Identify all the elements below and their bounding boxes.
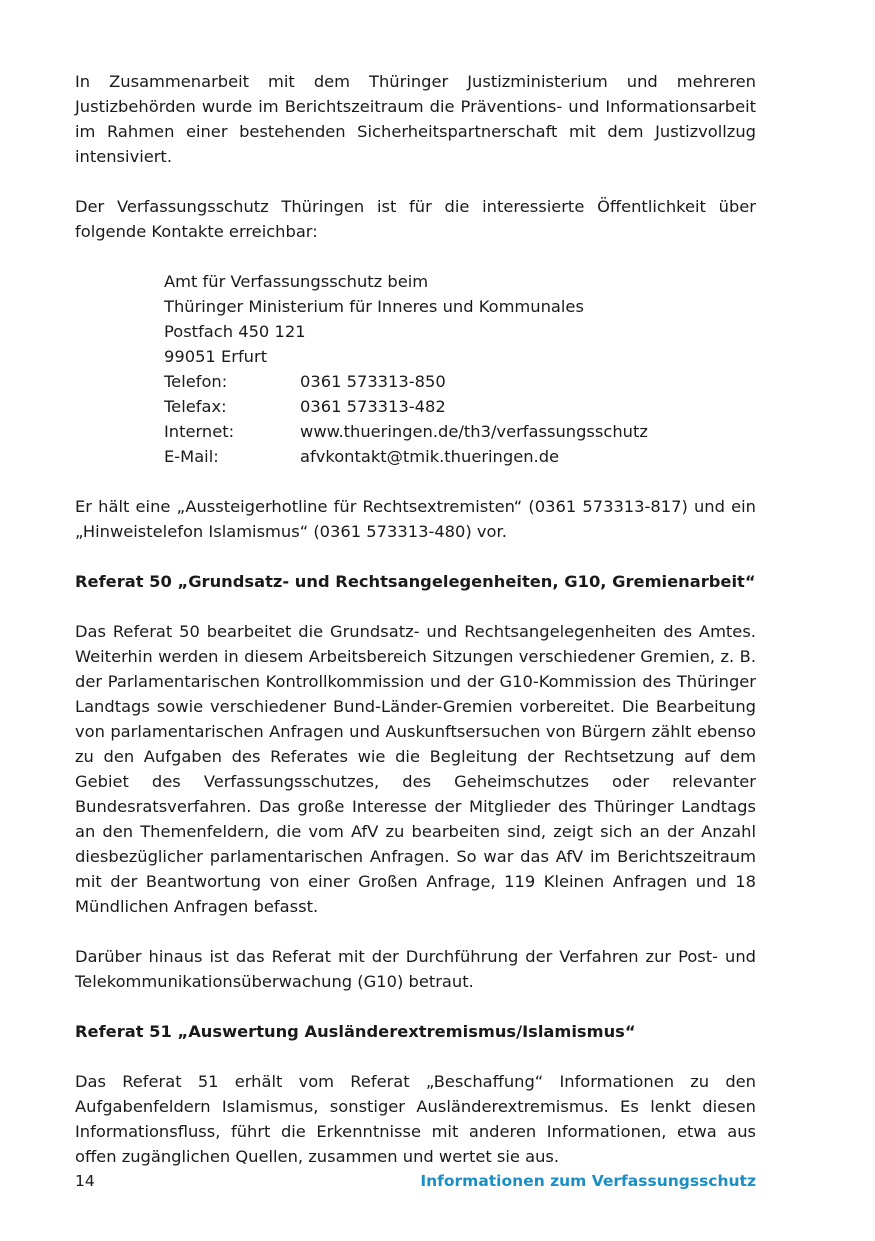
running-title: Informationen zum Verfassungsschutz [420, 1172, 756, 1190]
contact-label-telefon: Telefon: [164, 372, 228, 391]
paragraph-justice-cooperation: In Zusammenarbeit mit dem Thüringer Justizministerium und mehreren Justizbehörden wurde im Berichtszeitraum die Präventions- und Informationsarbeit im Rahmen einer bestehenden Sicherheitspartnerschaft mit dem Justizvollzug intensiviert. [75, 72, 756, 166]
contact-row-telefax [164, 394, 756, 419]
heading-referat-51: Referat 51 „Auswertung Ausländerextremismus/Islamismus“ [75, 1022, 636, 1041]
contact-value-telefon: 0361 573313-850 [300, 372, 446, 391]
contact-value-email: afvkontakt@tmik.thueringen.de [300, 447, 560, 466]
contact-label-email: E-Mail: [164, 447, 219, 466]
contact-value-telefax: 0361 573313-482 [300, 397, 446, 416]
contact-label-telefax: Telefax: [164, 397, 227, 416]
address-line-ministry: Thüringer Ministerium für Inneres und Kommunales [164, 297, 584, 316]
contact-row-internet [164, 419, 756, 444]
paragraph-referat-51-tasks: Das Referat 51 erhält vom Referat „Beschaffung“ Informationen zu den Aufgabenfeldern Islamismus, sonstiger Ausländerextremismus. Es lenkt diesen Informationsfluss, führt die Erkenntnisse mit anderen Informationen, etwa aus offen zugänglichen Quellen, zusammen und wertet sie aus. [75, 1072, 756, 1166]
heading-referat-50: Referat 50 „Grundsatz- und Rechtsangelegenheiten, G10, Gremienarbeit“ [75, 572, 756, 591]
page-footer [75, 1169, 756, 1194]
address-line-postbox: Postfach 450 121 [164, 322, 306, 341]
contact-row-email [164, 444, 756, 469]
paragraph-g10-surveillance: Darüber hinaus ist das Referat mit der Durchführung der Verfahren zur Post- und Telekommunikationsüberwachung (G10) betraut. [75, 947, 756, 991]
contact-row-telefon [164, 369, 756, 394]
paragraph-hotlines: Er hält eine „Aussteigerhotline für Rechtsextremisten“ (0361 573313-817) und ein „Hinweistelefon Islamismus“ (0361 573313-480) vor. [75, 497, 756, 541]
contact-address-block [164, 269, 756, 469]
contact-value-internet: www.thueringen.de/th3/verfassungsschutz [300, 422, 648, 441]
page-number: 14 [75, 1172, 95, 1190]
contact-label-internet: Internet: [164, 422, 235, 441]
document-body [75, 69, 756, 1169]
address-line-office: Amt für Verfassungsschutz beim [164, 272, 429, 291]
paragraph-referat-50-tasks: Das Referat 50 bearbeitet die Grundsatz- und Rechtsangelegenheiten des Amtes. Weiterhin werden in diesem Arbeitsbereich Sitzungen verschiedener Gremien, z. B. der Parlamentarischen Kontrollkommission und der G10-Kommission des Thüringer Landtags sowie verschiedener Bund-Länder-Gremien vorbereitet. Die Bearbeitung von parlamentarischen Anfragen und Auskunftsersuchen von Bürgern zählt ebenso zu den Aufgaben des Referates wie die Begleitung der Rechtsetzung auf dem Gebiet des Verfassungsschutzes, des Geheimschutzes oder relevanter Bundesratsverfahren. Das große Interesse der Mitglieder des Thüringer Landtags an den Themenfeldern, die vom AfV zu bearbeiten sind, zeigt sich an der Anzahl diesbezüglicher parlamentarischen Anfragen. So war das AfV im Berichtszeitraum mit der Beantwortung von einer Großen Anfrage, 119 Kleinen Anfragen und 18 Mündlichen Anfragen befasst. [75, 622, 756, 916]
paragraph-contact-intro: Der Verfassungsschutz Thüringen ist für die interessierte Öffentlichkeit über folgende Kontakte erreichbar: [75, 197, 756, 241]
address-line-city: 99051 Erfurt [164, 347, 268, 366]
